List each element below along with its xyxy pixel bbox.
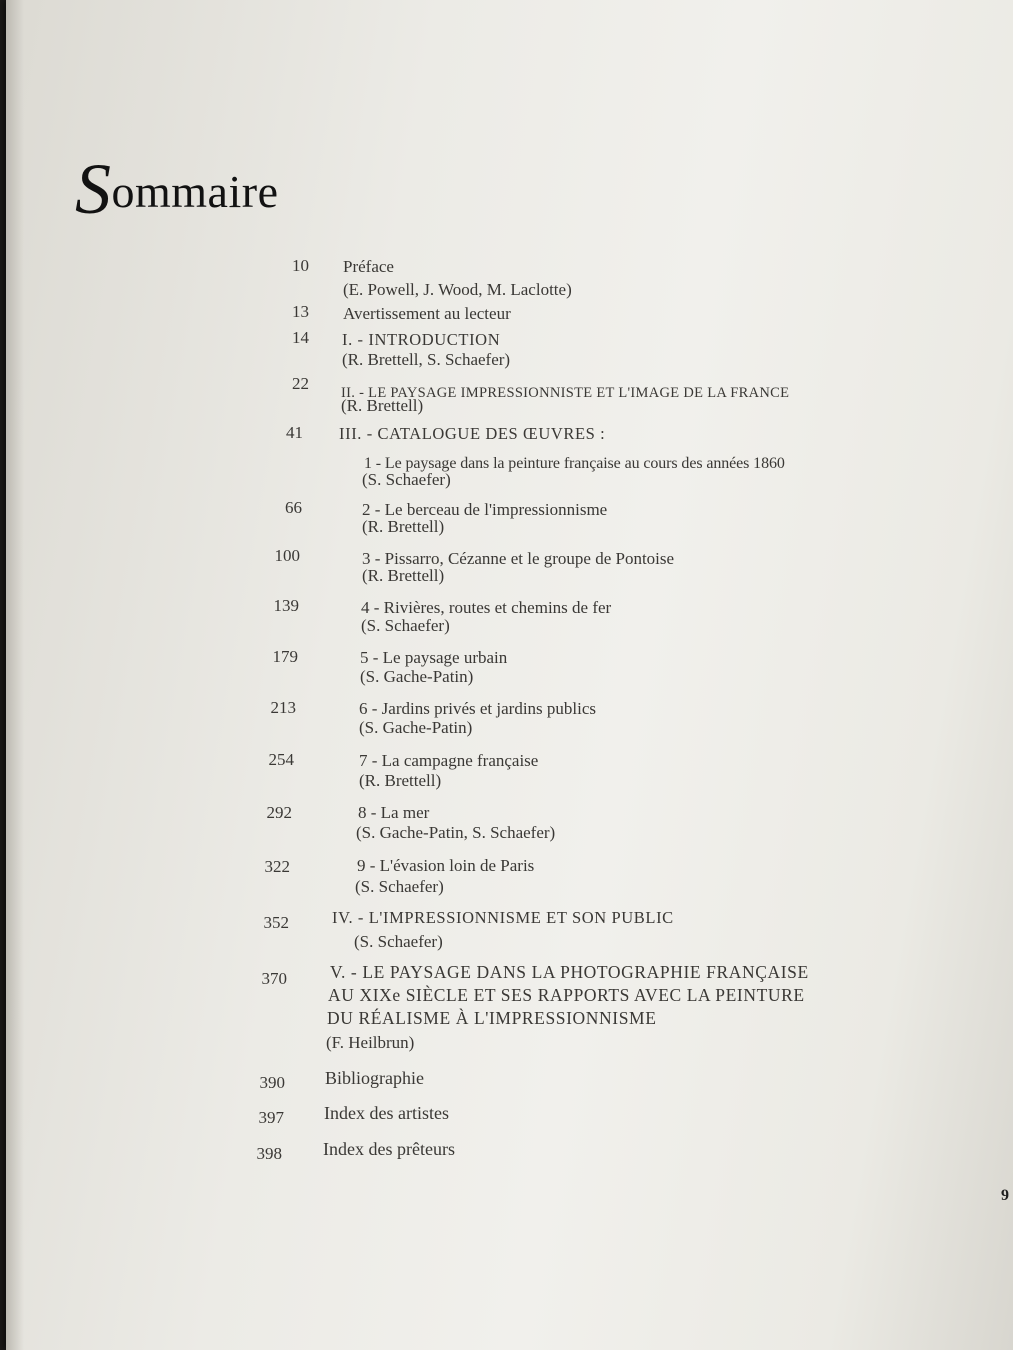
toc-entry-title: 3 - Pissarro, Cézanne et le groupe de Pontoise	[362, 549, 675, 568]
toc-page-number: 370	[261, 969, 287, 988]
toc-entry-title: 6 - Jardins privés et jardins publics	[359, 699, 597, 718]
toc-entry-title: 4 - Rivières, routes et chemins de fer	[361, 598, 612, 617]
toc-page-number: 390	[259, 1073, 285, 1092]
toc-entry-title: 5 - Le paysage urbain	[360, 648, 508, 667]
toc-page-number: 322	[264, 857, 290, 876]
toc-page-number: 41	[286, 423, 303, 442]
toc-page-number: 179	[272, 647, 298, 666]
toc-page-number: 254	[268, 750, 294, 769]
toc-entry-title: IV. - L'IMPRESSIONNISME ET SON PUBLIC	[332, 908, 674, 927]
folio-page-number: 9	[1001, 1187, 1009, 1204]
toc-entry-author: (R. Brettell)	[341, 396, 424, 415]
toc-entry-title: 9 - L'évasion loin de Paris	[357, 856, 535, 875]
toc-entry-title: 8 - La mer	[358, 803, 430, 822]
toc-page-number: 139	[273, 596, 299, 615]
toc-entry-author: (E. Powell, J. Wood, M. Laclotte)	[343, 280, 572, 299]
book-page	[6, 0, 1013, 1350]
toc-entry-author: (R. Brettell)	[362, 517, 445, 536]
toc-entry-author: (S. Schaefer)	[361, 616, 450, 635]
toc-entry-title: Index des artistes	[324, 1103, 449, 1123]
toc-entry-author: (S. Gache-Patin, S. Schaefer)	[356, 823, 556, 842]
toc-page-number: 352	[263, 913, 289, 932]
toc-page-number: 10	[292, 256, 309, 275]
toc-entry-title: Bibliographie	[325, 1068, 424, 1088]
toc-entry-author: (S. Gache-Patin)	[359, 718, 473, 737]
toc-page-number: 213	[270, 698, 296, 717]
toc-page-number: 100	[274, 546, 300, 565]
toc-entry-title: AU XIXe SIÈCLE ET SES RAPPORTS AVEC LA PEINTURE	[328, 985, 805, 1005]
toc-page-number: 13	[292, 302, 309, 321]
toc-page-number: 398	[256, 1144, 282, 1163]
toc-entry-title: 7 - La campagne française	[359, 751, 539, 770]
title-initial: S	[75, 149, 112, 229]
toc-entry-author: (F. Heilbrun)	[326, 1033, 415, 1052]
toc-entry-author: (R. Brettell)	[362, 566, 445, 585]
toc-entry-title: 1 - Le paysage dans la peinture française au cours des années 1860	[364, 455, 785, 472]
toc-page-number: 397	[258, 1108, 284, 1127]
toc-entry-title: II. - LE PAYSAGE IMPRESSIONNISTE ET L'IMAGE DE LA FRANCE	[341, 385, 790, 401]
page-gutter-shadow	[6, 0, 24, 1350]
toc-page-number: 292	[266, 803, 292, 822]
toc-entry-author: (S. Schaefer)	[355, 877, 444, 896]
toc-entry-title: Préface	[343, 257, 394, 276]
toc-entry-title: V. - LE PAYSAGE DANS LA PHOTOGRAPHIE FRANÇAISE	[330, 962, 809, 982]
title-rest: ommaire	[111, 166, 279, 217]
toc-entry-title: DU RÉALISME À L'IMPRESSIONNISME	[327, 1008, 657, 1028]
toc-page-number: 22	[292, 374, 309, 393]
toc-entry-title: III. - CATALOGUE DES ŒUVRES :	[339, 424, 606, 443]
toc-entry-title: I. - INTRODUCTION	[342, 330, 501, 349]
toc-entry-author: (S. Schaefer)	[354, 932, 443, 951]
toc-entry-title: Index des prêteurs	[323, 1139, 455, 1159]
toc-page-number: 66	[285, 498, 302, 517]
toc-entry-author: (S. Schaefer)	[362, 470, 451, 489]
page-title	[75, 148, 279, 231]
toc-entry-author: (R. Brettell, S. Schaefer)	[342, 350, 511, 369]
toc-entry-title: 2 - Le berceau de l'impressionnisme	[362, 500, 608, 519]
toc-page-number: 14	[292, 328, 309, 347]
toc-entry-author: (S. Gache-Patin)	[360, 667, 474, 686]
toc-entry-author: (R. Brettell)	[359, 771, 442, 790]
toc-entry-title: Avertissement au lecteur	[343, 304, 511, 323]
